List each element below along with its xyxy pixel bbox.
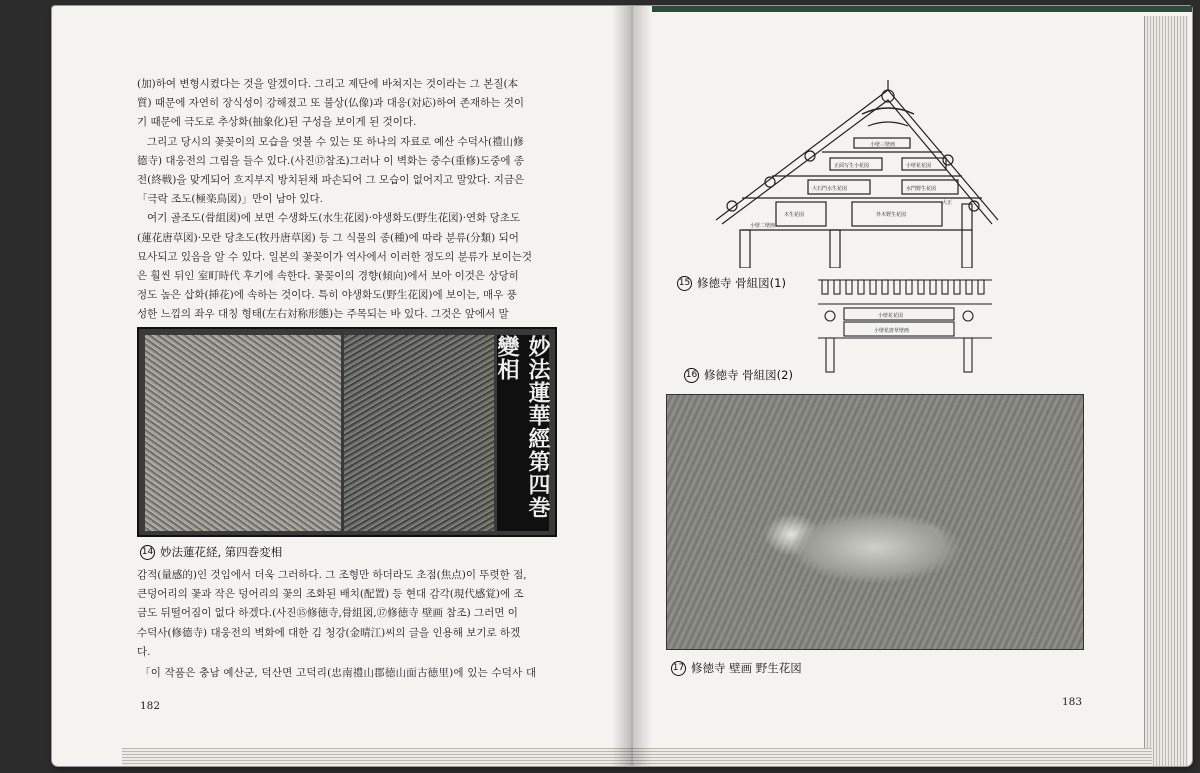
figure-14-image	[137, 327, 557, 537]
text-line: 「극락 조도(極楽鳥図)」만이 남아 있다.	[137, 193, 323, 206]
text-line: 정도 높은 삽화(挿花)에 속하는 것이다. 특히 야생화도(野生花図)에 보이는, 매우 풍	[137, 289, 517, 302]
diagram-label: 外木野生花図	[876, 212, 907, 218]
diagram-label: 正面写生小花図	[834, 163, 870, 169]
text-line: 금도 뒤떨어짐이 없다 하겠다.(사진⑮修徳寺,骨組図,⑰修徳寺 壁画 참조) 그러면 이	[137, 607, 518, 620]
text-line: 성한 느낌의 좌우 대칭 형태(左右対称形態)는 주목되는 바 있다. 그것은 앞에서 말	[137, 308, 509, 321]
figure-14-caption	[140, 544, 282, 560]
diagram-label: 水門野生花図	[906, 186, 937, 192]
left-page-text-bottom	[137, 566, 557, 662]
figure-15-caption	[677, 275, 786, 291]
diagram-label: 小壁三壁画	[870, 142, 896, 148]
quote-line: 「이 작품은 충남 예산군, 덕산면 고덕리(忠南禮山郡徳山面古徳里)에 있는 수덕사 대	[140, 667, 537, 679]
text-line: 기 때문에 극도로 추상화(抽象化)된 구성을 보이게 된 것이다.	[137, 116, 417, 129]
diagram-label: 小壁花唐草壁画	[874, 328, 910, 334]
caption-text: 修徳寺 壁画 野生花図	[691, 661, 802, 675]
sutra-illustration-right	[344, 335, 494, 531]
page-number-left: 182	[140, 700, 161, 712]
diagram-label: 大石門水生花図	[812, 186, 848, 192]
sutra-title-text: 妙法蓮華經第四巻變相	[494, 335, 551, 519]
figure-16-caption	[684, 367, 793, 383]
text-line: 수덕사(修德寺) 대웅전의 벽화에 대한 김 청강(金晴江)씨의 글을 인용해 보기로 하겠	[137, 626, 521, 639]
roof-line	[716, 90, 998, 220]
text-line: 德寺) 대웅전의 그림을 들수 있다.(사진⑰참조)그러나 이 벽화는 중수(重修)도중에 종	[137, 154, 525, 167]
figure-number-badge: 17	[671, 661, 686, 676]
caption-text: 修徳寺 骨組図(1)	[697, 276, 786, 290]
figure-17-caption	[671, 660, 802, 676]
figure-17-mural-photo	[666, 394, 1084, 650]
diagram-label: 小壁花花図	[878, 313, 904, 319]
diagram-label: 小壁二壁画	[750, 223, 776, 229]
text-line: 그리고 당시의 꽃꽂이의 모습을 엿볼 수 있는 또 하나의 자료로 예산 수덕사(禮山修	[147, 135, 524, 148]
page-number-right: 183	[1062, 696, 1083, 708]
cover-edge	[652, 6, 1192, 12]
text-line: 감적(量感的)인 것임에서 더욱 그러하다. 그 조형만 하더라도 초점(焦点)이 뚜렷한 점,	[137, 569, 527, 581]
diagram-label: 大正	[942, 200, 953, 206]
diagram-label: 木生花図	[784, 212, 805, 218]
figure-number-badge: 16	[684, 368, 699, 383]
figure-15-diagram	[712, 80, 1002, 268]
text-line: 質) 때문에 자연히 장식성이 강해졌고 또 불상(仏像)과 대응(対応)하여 존재하는 것이	[137, 97, 525, 110]
figure-number-badge: 14	[140, 545, 155, 560]
page-edges	[1144, 16, 1188, 766]
left-page-text-top	[137, 75, 557, 344]
text-line: (加)하여 변형시켰다는 것을 알겠이다. 그리고 제단에 바쳐지는 것이라는 그 본질(本	[137, 78, 519, 90]
pillar	[830, 230, 840, 268]
text-line: 전(終戦)을 맞게되어 흐지부지 방치된채 파손되어 그 모습이 없어지고 말았다. 지금은	[137, 174, 525, 187]
figure-16-diagram	[816, 278, 996, 374]
text-line: 큰덩어리의 꽃과 작은 덩어리의 꽃의 조화된 배치(配置) 등 현대 감각(現代感覚)에 조	[137, 588, 524, 601]
text-line: 다.	[137, 645, 151, 658]
text-line: 은 훨씬 뒤인 室町時代 후기에 속한다. 꽃꽂이의 경향(傾向)에서 보아 이것은 상당히	[137, 270, 519, 283]
rafter-ends	[822, 280, 984, 294]
text-line: 묘사되고 있음을 알 수 있다. 일본의 꽃꽂이가 역사에서 이러한 정도의 분류가 보이는것	[137, 250, 533, 263]
sutra-illustration-left	[145, 335, 341, 531]
caption-text: 修徳寺 骨組図(2)	[704, 368, 793, 382]
book-gutter	[612, 6, 652, 766]
text-line: 여기 골조도(骨組図)에 보면 수생화도(水生花図)·야생화도(野生花図)·연화 당초도	[147, 212, 521, 225]
figure-number-badge: 15	[677, 276, 692, 291]
text-line: (蓮花唐草図)·모란 당초도(牧丹唐草図) 등 그 식물의 종(種)에 따라 분류(分類) 되어	[137, 231, 519, 244]
diagram-label: 小壁花花図	[906, 163, 932, 169]
sutra-title-band	[494, 335, 551, 531]
pillar	[962, 204, 972, 268]
caption-text: 妙法蓮花経, 第四巻変相	[160, 545, 283, 559]
pillar	[740, 230, 750, 268]
